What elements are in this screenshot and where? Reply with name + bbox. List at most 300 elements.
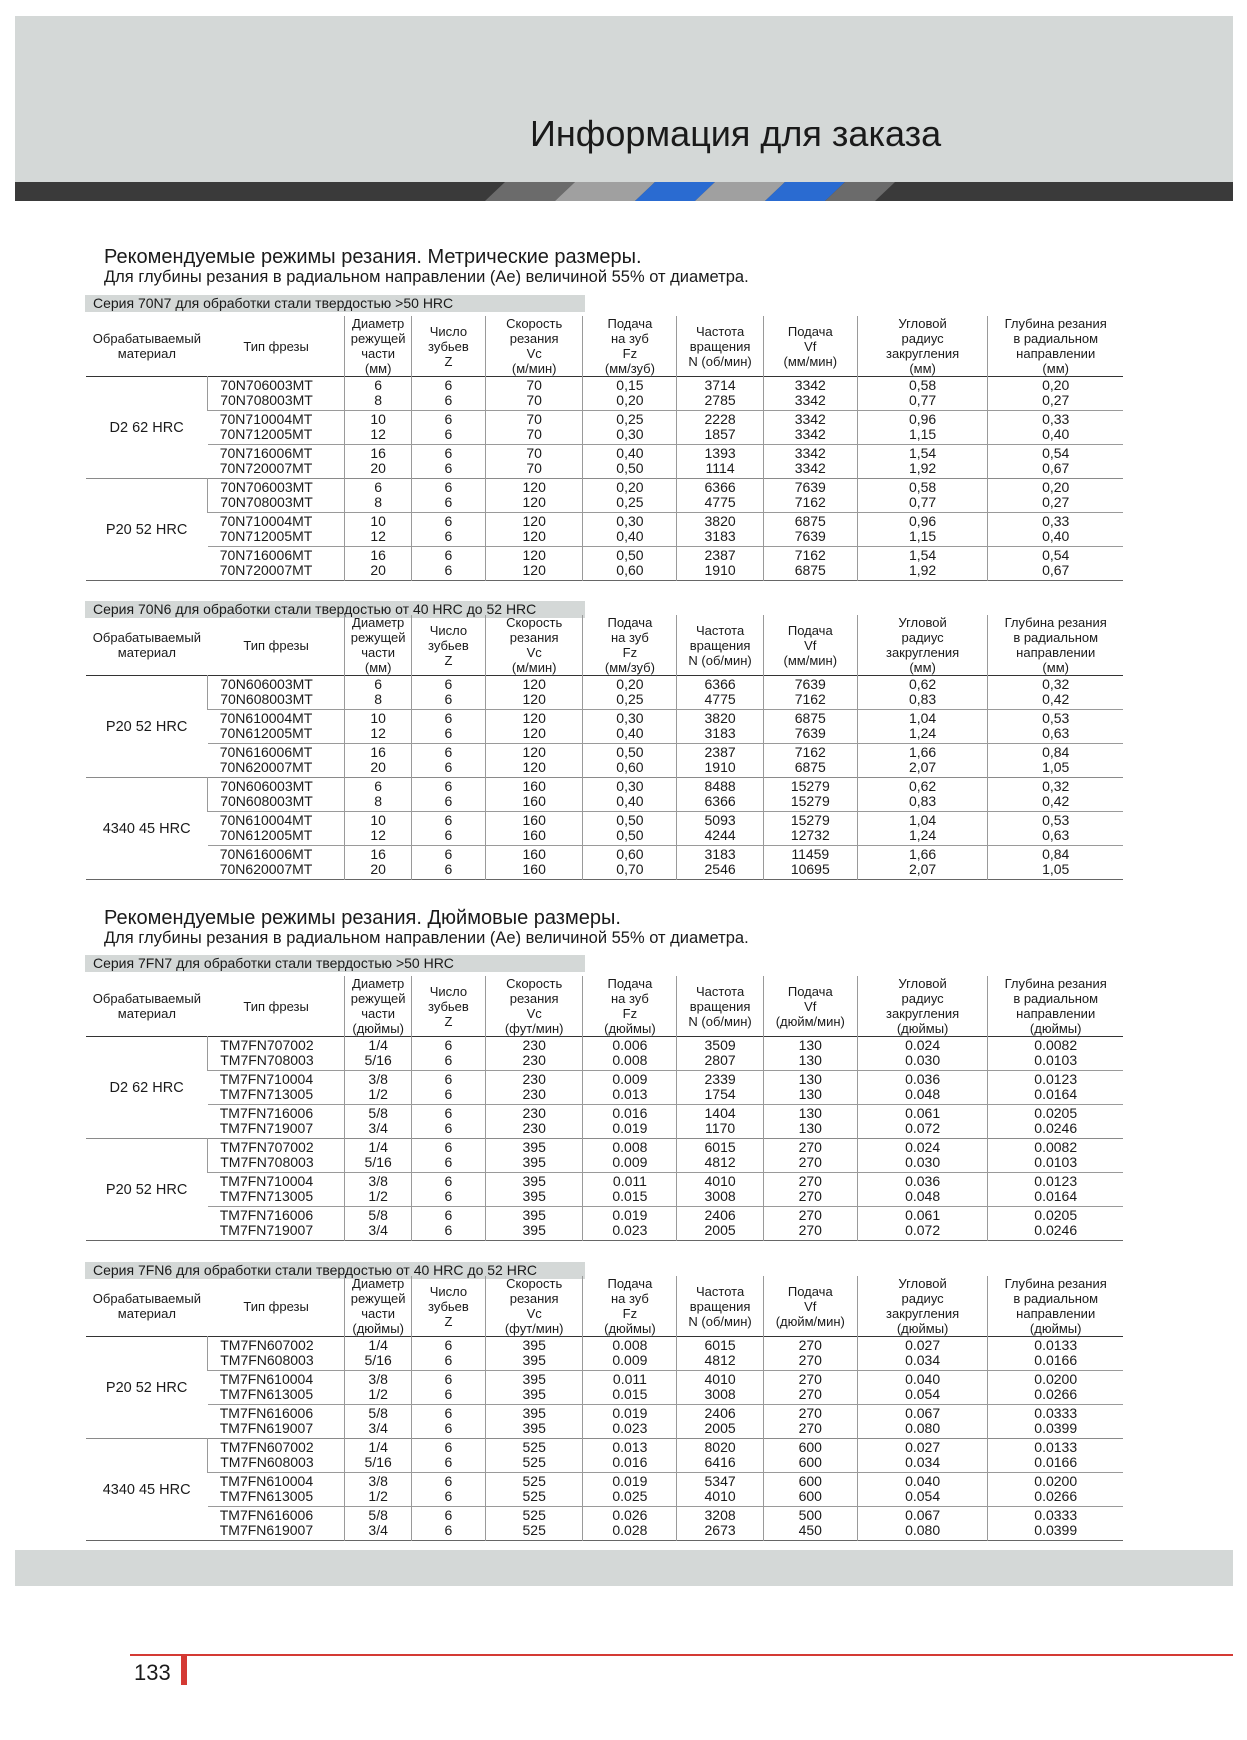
- cell-value: 6: [444, 1420, 453, 1436]
- cell-value: 70N716006MT: [219, 547, 313, 563]
- cell-value: 6: [444, 861, 453, 877]
- cell-value: 230: [522, 1086, 546, 1102]
- column-header-line: в радиальном: [1013, 1291, 1099, 1306]
- cell-value: 10: [370, 411, 386, 427]
- value-cell: [345, 1207, 411, 1241]
- column-header-line: N (об/мин): [688, 1313, 752, 1329]
- cell-value: 6: [444, 494, 453, 510]
- cell-value: 120: [522, 479, 546, 495]
- material-cell: P20 52 HRC: [105, 1379, 188, 1396]
- value-cell: [485, 547, 582, 581]
- cell-value: 120: [522, 676, 546, 692]
- value-cell: [345, 1071, 411, 1105]
- value-cell: [677, 744, 763, 778]
- cell-value: 70N620007MT: [219, 759, 313, 775]
- column-header-line: материал: [117, 1306, 176, 1321]
- cell-value: 0.048: [905, 1188, 941, 1204]
- cell-value: 6: [444, 1522, 453, 1538]
- cell-value: TM7FN719007: [219, 1120, 314, 1136]
- cell-value: 0.008: [612, 1139, 648, 1155]
- value-cell: [485, 1507, 582, 1541]
- value-cell: [583, 1507, 677, 1541]
- value-cell: [485, 1207, 582, 1241]
- cell-value: 0,54: [1042, 547, 1070, 563]
- column-header-line: материал: [117, 645, 176, 660]
- cell-value: 12: [370, 725, 386, 741]
- cell-value: 15279: [790, 778, 830, 794]
- cell-value: TM7FN710004: [219, 1173, 314, 1189]
- column-header: [411, 976, 485, 1037]
- tool-type-cell: [208, 744, 345, 778]
- cell-value: 270: [798, 1173, 822, 1189]
- cell-value: 70: [526, 445, 542, 461]
- column-header: [763, 976, 857, 1037]
- column-header-line: Скорость: [506, 615, 563, 630]
- column-header: [988, 1276, 1123, 1337]
- cell-value: 3/8: [368, 1173, 388, 1189]
- cell-value: TM7FN710004: [219, 1071, 314, 1087]
- cell-value: 1,04: [908, 710, 937, 726]
- cell-value: 12732: [790, 827, 830, 843]
- cell-value: 120: [522, 494, 546, 510]
- cell-value: 0.0133: [1034, 1337, 1078, 1353]
- value-cell: [677, 1071, 763, 1105]
- cell-value: 0,25: [616, 411, 644, 427]
- cell-value: 160: [522, 827, 546, 843]
- cell-value: 1910: [704, 759, 736, 775]
- value-cell: [857, 1473, 988, 1507]
- value-cell: [345, 1439, 411, 1473]
- cell-value: 6366: [704, 479, 736, 495]
- cell-value: 2673: [704, 1522, 736, 1538]
- column-header-line: Тип фрезы: [243, 1298, 309, 1314]
- cell-value: 0,15: [616, 377, 644, 393]
- column-header-line: Число: [429, 1283, 468, 1299]
- cell-value: 6: [444, 1120, 453, 1136]
- cell-value: 6: [444, 1405, 453, 1421]
- value-cell: [857, 513, 988, 547]
- cell-value: 0.026: [612, 1507, 648, 1523]
- cell-value: TM7FN610004: [219, 1473, 314, 1489]
- cell-value: 6: [444, 1371, 453, 1387]
- tool-type-cell: [208, 547, 345, 581]
- cell-value: TM7FN619007: [219, 1522, 314, 1538]
- table-row: [86, 479, 1123, 513]
- cell-value: 6: [444, 1154, 453, 1170]
- cell-value: 6: [444, 562, 453, 578]
- table-row: [86, 1371, 1123, 1405]
- table-row: [86, 445, 1123, 479]
- column-header-line: Подача: [607, 1276, 653, 1291]
- column-header-line: Vf: [804, 637, 817, 653]
- column-header-line: радиус: [901, 991, 944, 1006]
- cell-value: 0.016: [612, 1454, 648, 1470]
- cell-value: 395: [522, 1207, 546, 1223]
- cell-value: 0.034: [905, 1454, 941, 1470]
- value-cell: [583, 1071, 677, 1105]
- value-cell: [485, 411, 582, 445]
- value-cell: [345, 812, 411, 846]
- tool-type-cell: [208, 1405, 345, 1439]
- value-cell: [857, 411, 988, 445]
- cell-value: 20: [370, 861, 386, 877]
- cell-value: 1,24: [908, 827, 937, 843]
- value-cell: [485, 1439, 582, 1473]
- table-row: [86, 812, 1123, 846]
- column-header-line: Диаметр: [352, 976, 405, 991]
- cell-value: 0,40: [616, 793, 644, 809]
- cell-value: 3509: [704, 1037, 736, 1053]
- value-cell: [677, 1173, 763, 1207]
- cell-value: 6: [444, 411, 453, 427]
- cell-value: TM7FN619007: [219, 1420, 314, 1436]
- cell-value: 2339: [704, 1071, 736, 1087]
- cell-value: TM7FN608003: [220, 1352, 314, 1368]
- column-header-line: режущей: [350, 991, 406, 1006]
- cell-value: 6: [444, 812, 453, 828]
- value-cell: [763, 778, 857, 812]
- column-header-line: (дюймы): [1029, 1321, 1082, 1336]
- cell-value: 0.013: [612, 1086, 648, 1102]
- cell-value: 70: [526, 377, 542, 393]
- cell-value: 525: [522, 1473, 546, 1489]
- cell-value: 11459: [791, 846, 830, 862]
- cell-value: 2785: [704, 392, 736, 408]
- tool-type-cell: [208, 676, 345, 710]
- value-cell: [857, 1173, 988, 1207]
- cell-value: 16: [370, 445, 386, 461]
- cell-value: 3342: [794, 445, 826, 461]
- cell-value: 0,53: [1042, 812, 1070, 828]
- cell-value: 7639: [794, 725, 826, 741]
- cell-value: 0.027: [905, 1439, 941, 1455]
- value-cell: [677, 1207, 763, 1241]
- cell-value: 0,62: [908, 778, 937, 794]
- value-cell: [345, 710, 411, 744]
- column-header-line: в радиальном: [1013, 991, 1099, 1006]
- cell-value: 1,92: [908, 460, 937, 476]
- value-cell: [485, 1337, 582, 1371]
- value-cell: [988, 1173, 1123, 1207]
- cell-value: 0,58: [908, 377, 937, 393]
- cell-value: 3/4: [368, 1222, 388, 1238]
- column-header-line: Скорость: [506, 316, 563, 331]
- column-header: [583, 976, 677, 1037]
- value-cell: [411, 411, 485, 445]
- tool-type-cell: [208, 1105, 345, 1139]
- cell-value: 0.009: [612, 1071, 648, 1087]
- material-cell: P20 52 HRC: [105, 1181, 188, 1198]
- cell-value: 160: [522, 812, 546, 828]
- value-cell: [677, 479, 763, 513]
- value-cell: [411, 1207, 485, 1241]
- value-cell: [857, 1207, 988, 1241]
- cell-value: 70N720007MT: [219, 562, 313, 578]
- cell-value: 0.054: [905, 1488, 941, 1504]
- cell-value: 6015: [704, 1337, 736, 1353]
- cell-value: 0.011: [612, 1371, 647, 1387]
- column-header-line: (мм): [909, 361, 936, 376]
- column-header-line: Частота: [696, 622, 745, 638]
- cell-value: 1,05: [1042, 861, 1070, 877]
- value-cell: [345, 778, 411, 812]
- cell-value: 0,30: [616, 778, 644, 794]
- cell-value: 20: [370, 562, 386, 578]
- cell-value: 0,96: [908, 513, 937, 529]
- column-header-line: Подача: [607, 976, 653, 991]
- cell-value: 7162: [794, 494, 826, 510]
- cell-value: 0,50: [616, 744, 644, 760]
- cutting-table-7FN7: [86, 976, 1123, 1241]
- column-header-line: Глубина резания: [1004, 976, 1107, 991]
- cell-value: 1393: [704, 445, 736, 461]
- column-header: [677, 316, 763, 377]
- column-header: [485, 976, 582, 1037]
- value-cell: [988, 1037, 1123, 1071]
- cell-value: 6: [444, 1222, 453, 1238]
- value-cell: [763, 513, 857, 547]
- cell-value: 2406: [704, 1405, 736, 1421]
- cell-value: TM7FN707002: [220, 1037, 314, 1053]
- material-cell: D2 62 HRC: [109, 1079, 184, 1096]
- cell-value: 1857: [704, 426, 736, 442]
- column-header: [86, 615, 208, 676]
- cell-value: TM7FN707002: [220, 1139, 314, 1155]
- value-cell: [857, 1105, 988, 1139]
- value-cell: [583, 377, 677, 411]
- cell-value: 1,54: [908, 445, 937, 461]
- cell-value: 3/8: [368, 1071, 388, 1087]
- cell-value: 3342: [794, 411, 826, 427]
- value-cell: [583, 1139, 677, 1173]
- cell-value: TM7FN716006: [219, 1105, 314, 1121]
- value-cell: [763, 1371, 857, 1405]
- cell-value: 0,67: [1042, 562, 1070, 578]
- cell-value: 0,50: [616, 547, 644, 563]
- column-header-line: (мм/мин): [783, 652, 838, 668]
- cell-value: 0,40: [616, 445, 644, 461]
- table-row: [86, 1071, 1123, 1105]
- cell-value: 0.0123: [1034, 1071, 1078, 1087]
- value-cell: [411, 1337, 485, 1371]
- cell-value: 395: [522, 1386, 546, 1402]
- column-header: [86, 1276, 208, 1337]
- cell-value: 0.0164: [1034, 1086, 1078, 1102]
- column-header-line: (мм): [1042, 361, 1069, 376]
- tool-type-cell: [208, 479, 345, 513]
- series-label-70N7: Серия 70N7 для обработки стали твердостью >50 HRC: [85, 295, 585, 312]
- value-cell: [763, 479, 857, 513]
- column-header-line: Fz: [622, 1306, 638, 1321]
- cell-value: 5347: [704, 1473, 736, 1489]
- cell-value: 0,32: [1042, 676, 1070, 692]
- value-cell: [583, 846, 677, 880]
- cell-value: 3342: [794, 392, 826, 408]
- column-header-line: вращения: [689, 637, 751, 653]
- cell-value: 70N606003MT: [220, 676, 313, 692]
- cell-value: 12: [370, 528, 386, 544]
- cell-value: 120: [522, 759, 546, 775]
- column-header-line: Vf: [804, 338, 817, 354]
- value-cell: [857, 846, 988, 880]
- value-cell: [411, 1439, 485, 1473]
- cell-value: TM7FN719007: [219, 1222, 314, 1238]
- cell-value: 1,05: [1042, 759, 1070, 775]
- cell-value: 70N608003MT: [220, 793, 313, 809]
- column-header-line: радиус: [901, 630, 944, 645]
- cell-value: 6: [444, 426, 453, 442]
- value-cell: [988, 377, 1123, 411]
- value-cell: [485, 1173, 582, 1207]
- cell-value: 0.034: [905, 1352, 941, 1368]
- column-header-line: (дюймы): [896, 1321, 949, 1336]
- cell-value: 1754: [704, 1086, 736, 1102]
- cell-value: 70N612005MT: [219, 827, 313, 843]
- cell-value: 20: [370, 759, 386, 775]
- cell-value: 20: [370, 460, 386, 476]
- cell-value: 1170: [705, 1120, 736, 1136]
- tool-type-cell: [208, 1337, 345, 1371]
- cell-value: 70N712005MT: [219, 528, 313, 544]
- cell-value: 5/16: [364, 1052, 392, 1068]
- value-cell: [411, 479, 485, 513]
- value-cell: [345, 744, 411, 778]
- value-cell: [857, 445, 988, 479]
- cell-value: 70N706003MT: [220, 377, 313, 393]
- cell-value: 70N610004MT: [219, 812, 313, 828]
- column-header-line: зубьев: [428, 637, 469, 653]
- cell-value: 6: [444, 528, 453, 544]
- cell-value: 7162: [794, 547, 826, 563]
- column-header-line: на зуб: [610, 331, 649, 346]
- column-header: [345, 976, 411, 1037]
- cell-value: 3/4: [368, 1420, 388, 1436]
- column-header-line: Число: [429, 983, 468, 999]
- value-cell: [763, 445, 857, 479]
- cell-value: 6: [444, 445, 453, 461]
- cell-value: 2005: [704, 1420, 736, 1436]
- column-header: [988, 976, 1123, 1037]
- column-header-line: Угловой: [898, 615, 947, 630]
- cell-value: 0.036: [905, 1071, 941, 1087]
- value-cell: [988, 1139, 1123, 1173]
- cell-value: 70N610004MT: [219, 710, 313, 726]
- column-header-line: Fz: [622, 346, 638, 361]
- cell-value: 70N716006MT: [219, 445, 313, 461]
- value-cell: [411, 778, 485, 812]
- cell-value: 0.023: [612, 1222, 648, 1238]
- column-header: [857, 1276, 988, 1337]
- material-cell: 4340 45 HRC: [102, 1481, 191, 1498]
- value-cell: [988, 1439, 1123, 1473]
- cell-value: 3/8: [368, 1371, 388, 1387]
- cell-value: 0.015: [612, 1386, 648, 1402]
- metric-heading: Рекомендуемые режимы резания. Метрические размеры.: [104, 246, 642, 268]
- cell-value: 160: [522, 778, 546, 794]
- value-cell: [763, 1139, 857, 1173]
- value-cell: [677, 1037, 763, 1071]
- tool-type-cell: [208, 1037, 345, 1071]
- column-header-line: на зуб: [610, 630, 649, 645]
- cell-value: 8: [374, 392, 383, 408]
- cell-value: 16: [370, 846, 386, 862]
- column-header-line: Угловой: [898, 976, 947, 991]
- cell-value: 0,30: [616, 513, 644, 529]
- cell-value: 395: [522, 1352, 546, 1368]
- cell-value: 600: [798, 1488, 822, 1504]
- cell-value: 0.048: [905, 1086, 941, 1102]
- value-cell: [857, 1337, 988, 1371]
- cell-value: 4812: [704, 1154, 736, 1170]
- value-cell: [988, 676, 1123, 710]
- column-header-line: направлении: [1016, 346, 1096, 361]
- column-header: [345, 316, 411, 377]
- cutting-table-7FN6: [86, 1276, 1123, 1541]
- column-header: [583, 615, 677, 676]
- value-cell: [345, 411, 411, 445]
- cell-value: 0,20: [1042, 479, 1070, 495]
- column-header-line: (мм/зуб): [604, 361, 655, 376]
- value-cell: [583, 1371, 677, 1405]
- value-cell: [677, 778, 763, 812]
- value-cell: [583, 1473, 677, 1507]
- cell-value: 6: [444, 1507, 453, 1523]
- cell-value: 4244: [704, 827, 736, 843]
- table-row: [86, 1207, 1123, 1241]
- column-header-line: (дюймы): [1029, 1021, 1082, 1036]
- cell-value: TM7FN607002: [220, 1439, 314, 1455]
- column-header: [857, 316, 988, 377]
- value-cell: [485, 846, 582, 880]
- cell-value: 8: [374, 793, 383, 809]
- column-header: [677, 976, 763, 1037]
- cell-value: 6875: [794, 562, 826, 578]
- value-cell: [411, 744, 485, 778]
- value-cell: [857, 1439, 988, 1473]
- column-header: [857, 976, 988, 1037]
- cell-value: 6: [444, 846, 453, 862]
- value-cell: [677, 710, 763, 744]
- cell-value: 0.040: [905, 1371, 941, 1387]
- column-header: [86, 976, 208, 1037]
- cell-value: 0,40: [616, 528, 644, 544]
- column-header-line: радиус: [901, 331, 944, 346]
- column-header-line: Подача: [787, 1283, 833, 1299]
- cell-value: 270: [798, 1188, 822, 1204]
- metric-subheading: Для глубины резания в радиальном направлении (Ae) величиной 55% от диаметра.: [104, 268, 749, 286]
- cell-value: 6: [444, 1173, 453, 1189]
- cell-value: 6: [444, 676, 453, 692]
- table-row: [86, 1173, 1123, 1207]
- cell-value: 3820: [704, 513, 736, 529]
- tool-type-cell: [208, 445, 345, 479]
- column-header-line: направлении: [1016, 1006, 1096, 1021]
- cell-value: 0.019: [612, 1405, 648, 1421]
- column-header-line: Vf: [804, 998, 817, 1014]
- cell-value: 16: [370, 744, 386, 760]
- cell-value: 0,58: [908, 479, 937, 495]
- value-cell: [583, 1037, 677, 1071]
- column-header-line: (м/мин): [511, 361, 557, 376]
- table-row: [86, 1405, 1123, 1439]
- value-cell: [857, 377, 988, 411]
- tool-type-cell: [208, 1207, 345, 1241]
- cutting-table-70N6: [86, 615, 1123, 880]
- value-cell: [857, 812, 988, 846]
- column-header-line: Глубина резания: [1004, 615, 1107, 630]
- cell-value: 0.0266: [1034, 1386, 1078, 1402]
- cell-value: 0,63: [1042, 827, 1070, 843]
